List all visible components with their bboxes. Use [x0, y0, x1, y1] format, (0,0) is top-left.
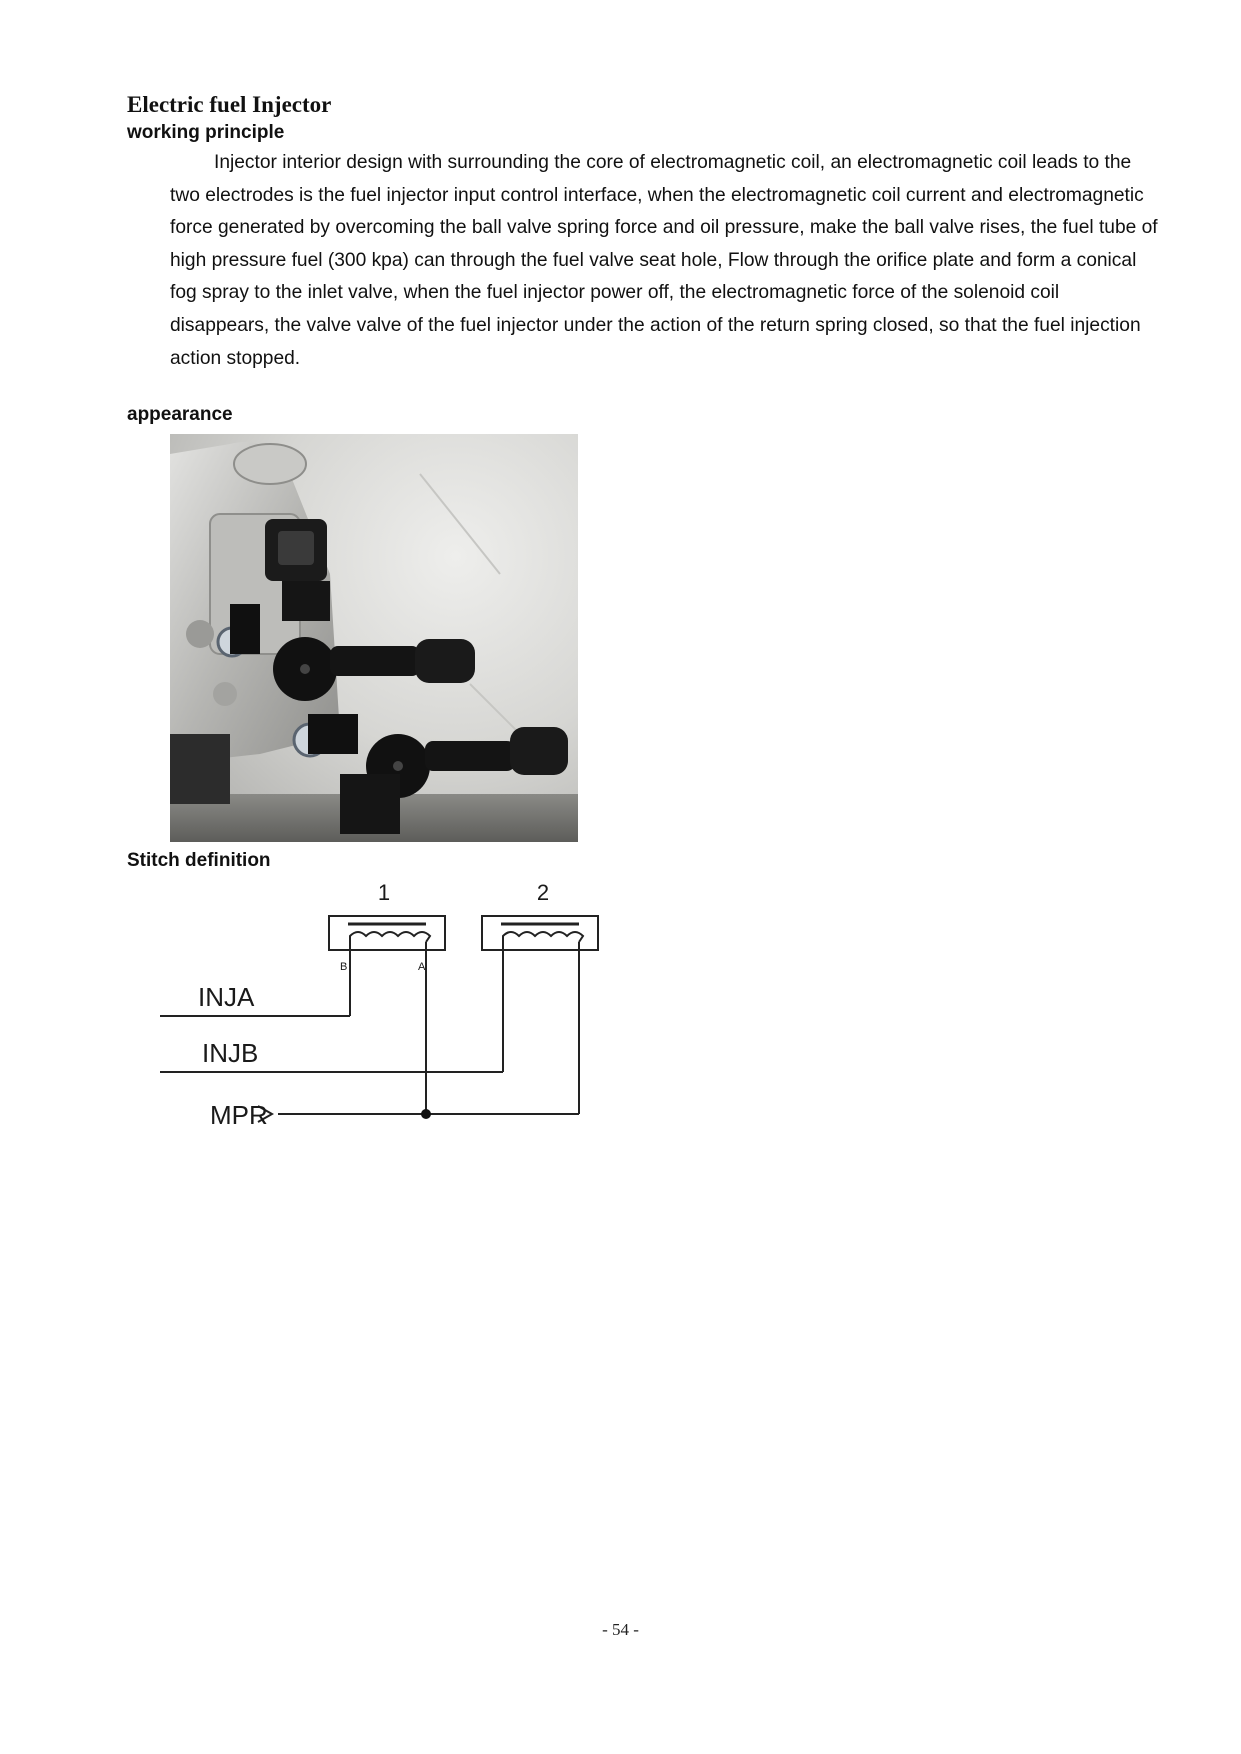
stitch-definition-heading: Stitch definition	[127, 850, 271, 871]
pin-a-label: A	[418, 961, 426, 973]
working-principle-heading: working principle	[127, 122, 285, 143]
fuel-injector-photo	[170, 434, 578, 842]
injector-2-label: 2	[536, 880, 550, 905]
appearance-heading: appearance	[127, 404, 233, 425]
mpr-label: MPR	[210, 1100, 268, 1130]
page-number: - 54 -	[602, 1620, 639, 1639]
injector-wiring-diagram	[160, 870, 620, 1140]
injb-label: INJB	[202, 1038, 259, 1068]
document-title: Electric fuel Injector	[127, 92, 332, 117]
injector-1-label: 1	[377, 880, 391, 905]
pin-b-label: B	[340, 961, 348, 973]
inja-label: INJA	[198, 982, 255, 1012]
mpr-junction-dot	[421, 1109, 431, 1119]
working-principle-paragraph: Injector interior design with surrounding the core of electromagnetic coil, an electromagnetic coil leads to the two electrodes is the fuel injector input control interface, when the electromagnetic coil current and electromagnetic force generated by overcoming the ball valve spring force and oil pressure, make the ball valve rises, the fuel tube of high pressure fuel (300 kpa) can through the fuel valve seat hole, Flow through the orifice plate and form a conical fog spray to the inlet valve, when the fuel injector power off, the electromagnetic force of the solenoid coil disappears, the valve valve of the fuel injector under the action of the return spring closed, so that the fuel injection action stopped.	[170, 152, 1158, 369]
injector-2-symbol	[482, 916, 598, 1114]
